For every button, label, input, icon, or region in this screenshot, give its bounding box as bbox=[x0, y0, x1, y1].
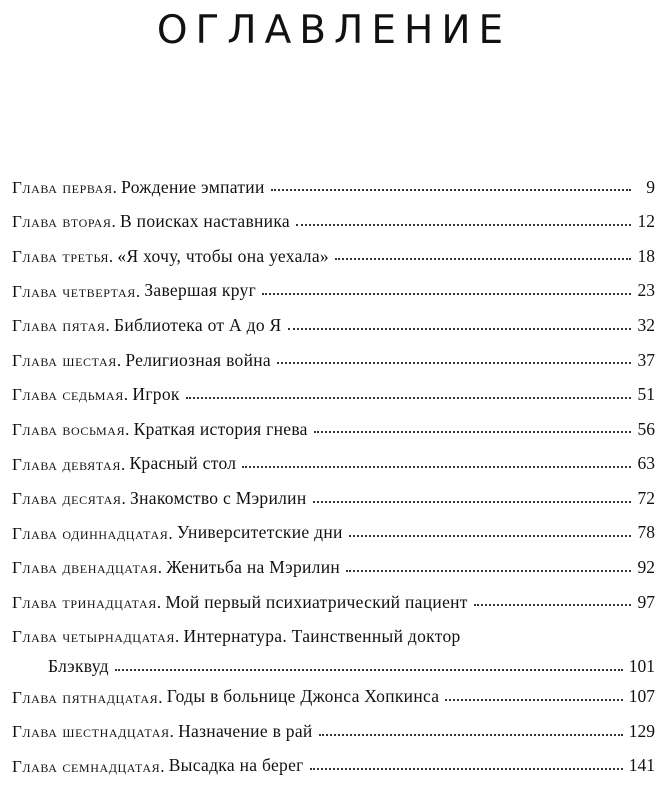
chapter-label: Глава двенадцатая bbox=[12, 558, 158, 578]
page-number: 12 bbox=[637, 211, 655, 232]
dot-leader bbox=[445, 699, 622, 701]
chapter-label: Глава семнадцатая bbox=[12, 756, 161, 776]
dot-leader bbox=[242, 466, 631, 468]
page-number: 78 bbox=[637, 522, 655, 543]
page-number: 107 bbox=[628, 686, 655, 707]
chapter-title: Мой первый психиатрический пациент bbox=[165, 591, 468, 612]
dot-leader bbox=[277, 362, 631, 364]
toc-entry-4[interactable]: Глава четвертая . Завершая круг 23 bbox=[12, 280, 655, 301]
chapter-label: Глава девятая bbox=[12, 454, 121, 474]
chapter-label: Глава четырнадцатая bbox=[12, 627, 175, 647]
dot-leader bbox=[335, 258, 631, 260]
dot-leader bbox=[186, 397, 631, 399]
toc-entry-14[interactable] bbox=[12, 620, 655, 680]
toc-entry-8[interactable]: Глава восьмая . Краткая история гнева 56 bbox=[12, 418, 655, 439]
chapter-title: Высадка на берег bbox=[168, 755, 304, 776]
dot-leader bbox=[474, 604, 631, 606]
chapter-label: Глава пятнадцатая bbox=[12, 687, 159, 707]
dot-leader bbox=[115, 669, 623, 671]
page-number: 51 bbox=[637, 384, 655, 405]
toc-entry-12[interactable]: Глава двенадцатая . Женитьба на Мэрилин 92 bbox=[12, 557, 655, 578]
chapter-label: Глава шестнадцатая bbox=[12, 722, 170, 742]
chapter-label: Глава третья bbox=[12, 246, 109, 266]
page-number: 141 bbox=[628, 755, 655, 776]
toc-entry-10[interactable]: Глава десятая . Знакомство с Мэрилин 72 bbox=[12, 487, 655, 509]
dot-leader bbox=[319, 734, 623, 736]
chapter-label: Глава тринадцатая bbox=[12, 592, 157, 612]
chapter-title: Назначение в рай bbox=[178, 720, 313, 741]
page-number: 129 bbox=[628, 720, 655, 741]
chapter-title: Годы в больнице Джонса Хопкинса bbox=[166, 686, 440, 707]
chapter-label: Глава четвертая bbox=[12, 281, 136, 301]
page-number: 63 bbox=[637, 453, 655, 474]
page-number: 72 bbox=[637, 487, 655, 508]
toc-entry-7[interactable]: Глава седьмая . Игрок 51 bbox=[12, 384, 655, 405]
dot-leader bbox=[288, 328, 631, 330]
page-number: 101 bbox=[628, 655, 655, 676]
chapter-title: Рождение эмпатии bbox=[121, 176, 265, 197]
toc-entry-15[interactable]: Глава пятнадцатая . Годы в больнице Джонса Хопкинса 107 bbox=[12, 686, 655, 707]
toc-entry-13[interactable]: Глава тринадцатая . Мой первый психиатрический пациент 97 bbox=[12, 591, 655, 612]
chapter-title: Интернатура. Таинственный доктор bbox=[183, 625, 461, 646]
dot-leader bbox=[346, 570, 631, 572]
page-number: 9 bbox=[646, 176, 655, 197]
dot-leader bbox=[310, 768, 623, 770]
chapter-title: Религиозная война bbox=[125, 349, 271, 370]
chapter-label: Глава вторая bbox=[12, 212, 112, 232]
page-title: ОГЛАВЛЕНИЕ bbox=[156, 8, 512, 53]
entry-second-line bbox=[12, 654, 655, 680]
page-number: 56 bbox=[637, 418, 655, 439]
page-number: 37 bbox=[637, 349, 655, 370]
chapter-label: Глава первая bbox=[12, 177, 113, 197]
page-number: 32 bbox=[637, 314, 655, 335]
chapter-label: Глава десятая bbox=[12, 489, 122, 509]
toc-entry-1[interactable]: Глава первая . Рождение эмпатии 9 bbox=[12, 176, 655, 197]
toc-entry-9[interactable]: Глава девятая . Красный стол 63 bbox=[12, 453, 655, 474]
page-number: 92 bbox=[637, 557, 655, 578]
toc-entry-16[interactable]: Глава шестнадцатая . Назначение в рай 129 bbox=[12, 720, 655, 742]
chapter-label: Глава восьмая bbox=[12, 419, 126, 439]
dot-leader bbox=[262, 293, 631, 295]
chapter-title: Красный стол bbox=[129, 453, 237, 474]
dot-leader bbox=[314, 431, 631, 433]
toc-entry-6[interactable]: Глава шестая . Религиозная война 37 bbox=[12, 349, 655, 370]
dot-leader bbox=[296, 224, 631, 226]
chapter-label: Глава седьмая bbox=[12, 385, 124, 405]
chapter-title: «Я хочу, чтобы она уехала» bbox=[117, 245, 329, 266]
toc-entry-17[interactable]: Глава семнадцатая . Высадка на берег 141 bbox=[12, 755, 655, 776]
chapter-label: Глава шестая bbox=[12, 350, 117, 370]
dot-leader bbox=[313, 501, 631, 503]
dot-leader bbox=[271, 189, 631, 191]
chapter-title: Знакомство с Мэрилин bbox=[130, 487, 307, 508]
page-number: 97 bbox=[637, 591, 655, 612]
table-of-contents bbox=[12, 170, 655, 784]
dot-leader bbox=[349, 535, 631, 537]
chapter-title: Женитьба на Мэрилин bbox=[166, 557, 341, 578]
chapter-title: В поисках наставника bbox=[120, 211, 290, 232]
toc-entry-3[interactable]: Глава третья . «Я хочу, чтобы она уехала» 18 bbox=[12, 245, 655, 266]
chapter-label: Глава одиннадцатая bbox=[12, 523, 169, 543]
page-number: 23 bbox=[637, 280, 655, 301]
chapter-title: Игрок bbox=[132, 384, 180, 405]
entry-first-line: Глава четырнадцатая . Интернатура. Таинственный доктор bbox=[12, 625, 461, 647]
toc-entry-11[interactable]: Глава одиннадцатая . Университетские дни 78 bbox=[12, 522, 655, 543]
toc-entry-5[interactable]: Глава пятая . Библиотека от А до Я 32 bbox=[12, 314, 655, 336]
chapter-title: Краткая история гнева bbox=[133, 418, 308, 439]
chapter-title: Университетские дни bbox=[176, 522, 343, 543]
chapter-label: Глава пятая bbox=[12, 316, 106, 336]
chapter-title: Завершая круг bbox=[144, 280, 257, 301]
toc-entry-2[interactable]: Глава вторая . В поисках наставника 12 bbox=[12, 211, 655, 232]
chapter-title: Библиотека от А до Я bbox=[113, 314, 282, 335]
page-number: 18 bbox=[637, 245, 655, 266]
chapter-title-continued: Блэквуд bbox=[48, 655, 109, 676]
